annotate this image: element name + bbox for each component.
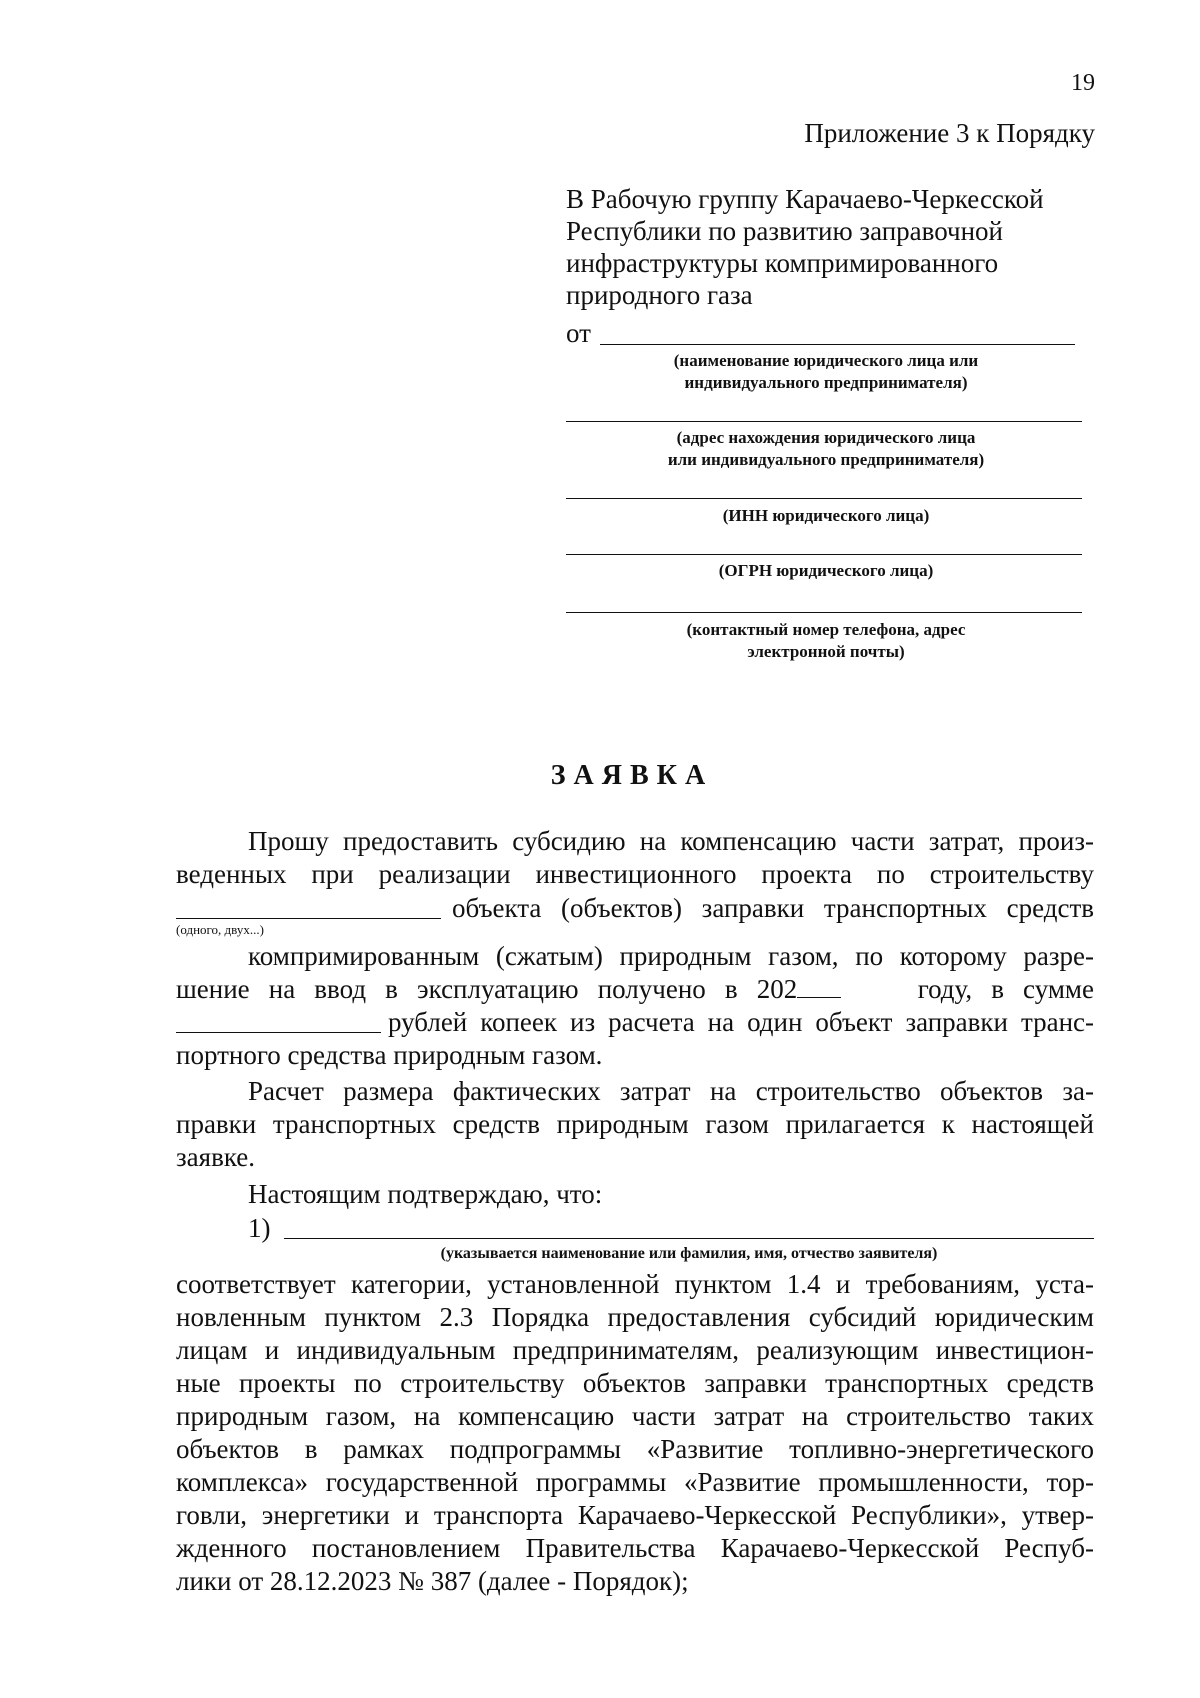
addressee-line: инфраструктуры компримированного [566, 248, 999, 278]
paragraph-line: объектов в рамках подпрограммы «Развитие топливно-энергетического [176, 1434, 1094, 1464]
ogrn-caption: (ОГРН юридического лица) [718, 561, 934, 580]
addressee-line: Республики по развитию заправочной [566, 216, 1003, 246]
paragraph-line: соответствует категории, установленной пунктом 1.4 и требованиям, уста- [176, 1269, 1094, 1299]
applicant-line[interactable] [284, 1238, 1094, 1239]
addressee-line: В Рабочую группу Карачаево-Черкесской [566, 184, 1044, 214]
ogrn-line[interactable] [566, 554, 1082, 555]
paragraph-line: комплекса» государственной программы «Развитие промышленности, тор- [176, 1467, 1094, 1497]
document-title: ЗАЯВКА [550, 760, 714, 791]
paragraph-line: говли, энергетики и транспорта Карачаево-Черкесской Республики», утвер- [176, 1500, 1094, 1530]
applicant-name-line[interactable] [600, 344, 1075, 345]
applicant-caption: (указывается наименование или фамилия, имя, отчество заявителя) [440, 1245, 938, 1262]
inn-caption: (ИНН юридического лица) [722, 506, 930, 525]
object-count-line[interactable] [176, 918, 441, 919]
paragraph-line: новленным пунктом 2.3 Порядка предоставления субсидий юридическим [176, 1302, 1094, 1332]
applicant-name-caption: (наименование юридического лица или индивидуального предпринимателя) [673, 351, 979, 392]
paragraph-line: жденного постановлением Правительства Карачаево-Черкесской Респуб- [176, 1533, 1094, 1563]
paragraph-line: портного средства природным газом. [176, 1040, 603, 1070]
paragraph-line: лики от 28.12.2023 № 387 (далее - Порядок); [176, 1566, 689, 1596]
paragraph-line: Прошу предоставить субсидию на компенсацию части затрат, произ- [248, 826, 1094, 856]
addressee-block [566, 183, 1086, 311]
amount-line[interactable] [176, 1032, 381, 1033]
contact-caption: (контактный номер телефона, адрес электронной почты) [686, 620, 966, 661]
year-blank[interactable] [797, 975, 841, 998]
address-caption: (адрес нахождения юридического лица или индивидуального предпринимателя) [667, 428, 985, 469]
item-number: 1) [248, 1213, 271, 1243]
object-count-caption: (одного, двух...) [176, 922, 264, 937]
paragraph-line: компримированным (сжатым) природным газом, по которому разре- [248, 941, 1094, 971]
page-number: 19 [1071, 70, 1095, 96]
paragraph-line: Расчет размера фактических затрат на строительство объектов за- [248, 1076, 1094, 1106]
paragraph-line: правки транспортных средств природным газом прилагается к настоящей [176, 1109, 1094, 1139]
paragraph-line: природным газом, на компенсацию части затрат на строительство таких [176, 1401, 1094, 1431]
appendix-heading: Приложение 3 к Порядку [804, 118, 1095, 148]
contact-line[interactable] [566, 612, 1082, 613]
inn-line[interactable] [566, 498, 1082, 499]
from-label: от [566, 318, 591, 348]
paragraph-line: ные проекты по строительству объектов заправки транспортных средств [176, 1368, 1094, 1398]
addressee-line: природного газа [566, 280, 753, 310]
paragraph-line: веденных при реализации инвестиционного проекта по строительству [176, 859, 1094, 889]
paragraph-line: заявке. [176, 1142, 255, 1172]
paragraph-line: рублей копеек из расчета на один объект заправки транс- [388, 1007, 1094, 1037]
paragraph-line: объекта (объектов) заправки транспортных средств [452, 893, 1094, 923]
paragraph-line: Настоящим подтверждаю, что: [248, 1179, 603, 1209]
address-line[interactable] [566, 421, 1082, 422]
paragraph-line: лицам и индивидуальным предпринимателям, реализующим инвестицион- [176, 1335, 1094, 1365]
paragraph-line: шение на ввод в эксплуатацию получено в 202 году, в сумме [176, 974, 1094, 1004]
